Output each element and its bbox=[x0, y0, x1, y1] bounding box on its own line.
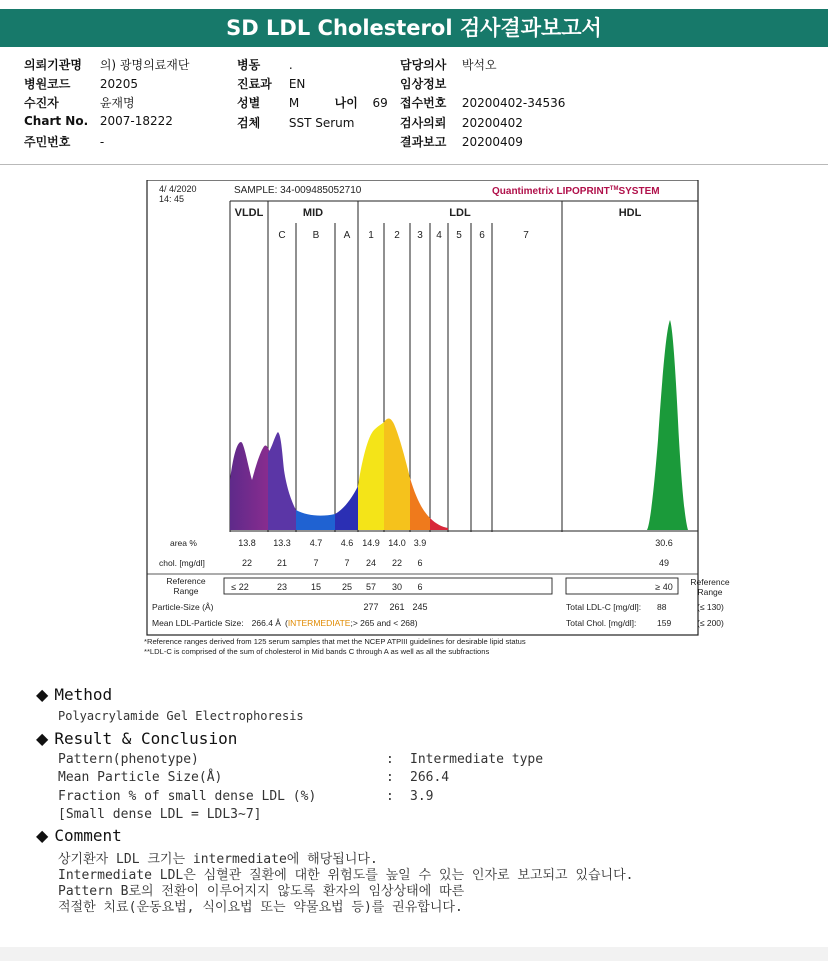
result-heading bbox=[36, 729, 237, 748]
ref-ldl2: 30 bbox=[391, 582, 403, 592]
info-value: 의) 광명의료재단 bbox=[99, 58, 190, 72]
chol-ldl2: 22 bbox=[391, 558, 403, 568]
info-row-department bbox=[237, 75, 305, 92]
brand-name-text: Quantimetrix LIPOPRINT bbox=[492, 186, 610, 197]
info-row-report-date bbox=[400, 133, 523, 150]
footnote-2: **LDL-C is comprised of the sum of cholesterol in Mid bands C through A as well as all the subfractions bbox=[144, 647, 490, 656]
info-label: 진료과 bbox=[237, 77, 272, 91]
comment-line: 적절한 치료(운동요법, 식이요법 또는 약물요법 등)를 권유합니다. bbox=[58, 900, 463, 915]
ref-ldl1: 57 bbox=[365, 582, 377, 592]
info-label: Chart No. bbox=[24, 114, 89, 128]
area-vldl: 13.8 bbox=[238, 538, 256, 548]
subband-5: 5 bbox=[456, 230, 462, 241]
subband-2: 2 bbox=[394, 230, 400, 241]
report-title: SD LDL Cholesterol 검사결과보고서 bbox=[0, 9, 828, 47]
mean-size-line: Mean LDL-Particle Size: 266.4 Å (INTERMEDIATE;> 265 and < 268) bbox=[152, 618, 418, 628]
area-b: 4.7 bbox=[309, 538, 323, 548]
mean-size-range: > 265 and < 268) bbox=[352, 618, 418, 628]
ref-vldl: ≤ 22 bbox=[231, 582, 249, 592]
ref-right-1: Reference bbox=[690, 577, 730, 587]
subband-a: A bbox=[343, 230, 351, 241]
info-label: 성별 bbox=[237, 96, 261, 110]
brand-name bbox=[492, 186, 660, 197]
comment-heading bbox=[36, 826, 122, 845]
info-value: 윤재명 bbox=[99, 96, 135, 110]
info-row-ward bbox=[237, 56, 293, 73]
chol-label: chol. [mg/dl] bbox=[159, 558, 205, 568]
info-label: 결과보고 bbox=[400, 135, 447, 149]
chol-c: 21 bbox=[276, 558, 288, 568]
result-heading-text: Result & Conclusion bbox=[54, 729, 238, 748]
diamond-icon: ◆ bbox=[36, 729, 49, 748]
ref-a: 25 bbox=[341, 582, 353, 592]
subband-6: 6 bbox=[479, 230, 485, 241]
result-label-size: Mean Particle Size(Å) bbox=[58, 770, 223, 785]
info-label: 병원코드 bbox=[24, 77, 71, 91]
info-label: 임상정보 bbox=[400, 77, 447, 91]
comment-heading-text: Comment bbox=[54, 826, 122, 845]
total-ldl-value: 88 bbox=[657, 602, 667, 612]
info-row-clinical bbox=[400, 75, 462, 92]
info-row-resident-no bbox=[24, 133, 104, 150]
result-label-fraction: Fraction % of small dense LDL (%) bbox=[58, 789, 317, 804]
result-colon: : bbox=[386, 752, 394, 767]
ref-b: 15 bbox=[310, 582, 322, 592]
chol-ldl3: 6 bbox=[417, 558, 423, 568]
info-label: 검체 bbox=[237, 116, 261, 130]
chol-vldl: 22 bbox=[241, 558, 253, 568]
particle-ldl3: 245 bbox=[412, 602, 428, 612]
report-date: 4/ 4/2020 bbox=[159, 184, 197, 194]
chol-b: 7 bbox=[313, 558, 319, 568]
info-label: 수진자 bbox=[24, 96, 59, 110]
area-hdl: 30.6 bbox=[655, 538, 673, 548]
info-value: 20200409 bbox=[461, 135, 523, 149]
lipoprint-report bbox=[142, 180, 740, 662]
info-label: 의뢰기관명 bbox=[24, 58, 82, 72]
total-chol-ref: (≤ 200) bbox=[697, 618, 724, 628]
info-value: 20200402 bbox=[461, 116, 523, 130]
result-value-fraction: 3.9 bbox=[410, 789, 434, 804]
result-note: [Small dense LDL = LDL3~7] bbox=[58, 807, 262, 822]
info-value: . bbox=[288, 58, 293, 72]
info-label: 접수번호 bbox=[400, 96, 447, 110]
subband-7: 7 bbox=[523, 230, 529, 241]
area-ldl3: 3.9 bbox=[413, 538, 427, 548]
total-chol-label: Total Chol. [mg/dl]: bbox=[566, 618, 637, 628]
subband-c: C bbox=[278, 230, 286, 241]
area-ldl1: 14.9 bbox=[362, 538, 380, 548]
result-colon: : bbox=[386, 789, 394, 804]
chol-hdl: 49 bbox=[658, 558, 670, 568]
result-value-size: 266.4 bbox=[410, 770, 450, 785]
info-label: 검사의뢰 bbox=[400, 116, 447, 130]
ref-label-1: Reference bbox=[166, 576, 206, 586]
info-value: - bbox=[99, 135, 105, 149]
chol-a: 7 bbox=[344, 558, 350, 568]
info-row-request-date bbox=[400, 114, 523, 131]
ref-right-2: Range bbox=[697, 587, 723, 597]
subband-4: 4 bbox=[436, 230, 442, 241]
mean-size-type: INTERMEDIATE bbox=[287, 618, 351, 628]
info-value: 20205 bbox=[99, 77, 139, 91]
particle-ldl1: 277 bbox=[363, 602, 379, 612]
particle-ldl2: 261 bbox=[389, 602, 405, 612]
total-ldl-ref: (≤ 130) bbox=[697, 602, 724, 612]
subband-3: 3 bbox=[417, 230, 423, 241]
brand-suffix: SYSTEM bbox=[618, 186, 660, 197]
comment-line: 상기환자 LDL 크기는 intermediate에 해당됩니다. bbox=[58, 852, 378, 867]
info-value: M bbox=[288, 96, 300, 110]
info-value: 2007-18222 bbox=[99, 114, 173, 128]
comment-line: Intermediate LDL은 심혈관 질환에 대한 위험도를 높일 수 있는 인자로 보고되고 있습니다. bbox=[58, 868, 634, 883]
info-row-chart-no bbox=[24, 114, 173, 128]
info-label: 병동 bbox=[237, 58, 261, 72]
method-heading-text: Method bbox=[54, 685, 113, 704]
info-value-age: 69 bbox=[372, 96, 388, 110]
info-value: 20200402-34536 bbox=[461, 96, 566, 110]
area-c: 13.3 bbox=[273, 538, 291, 548]
band-label-mid: MID bbox=[302, 207, 324, 219]
subband-b: B bbox=[312, 230, 320, 241]
sample-id: SAMPLE: 34-009485052710 bbox=[234, 185, 362, 196]
info-value: SST Serum bbox=[288, 116, 355, 130]
comment-line: Pattern B로의 전환이 이루어지지 않도록 환자의 임상상태에 따른 bbox=[58, 884, 465, 899]
subband-1: 1 bbox=[368, 230, 374, 241]
patient-info bbox=[0, 52, 828, 164]
info-row-doctor bbox=[400, 56, 497, 73]
info-row-institution bbox=[24, 56, 189, 73]
info-row-patient bbox=[24, 94, 135, 111]
area-label: area % bbox=[170, 538, 197, 548]
info-label: 주민번호 bbox=[24, 135, 71, 149]
total-chol-value: 159 bbox=[657, 618, 672, 628]
method-heading bbox=[36, 685, 112, 704]
result-value-pattern: Intermediate type bbox=[410, 752, 544, 767]
chol-ldl1: 24 bbox=[365, 558, 377, 568]
total-ldl-label: Total LDL-C [mg/dl]: bbox=[566, 602, 642, 612]
info-row-specimen bbox=[237, 114, 354, 131]
ref-label-2: Range bbox=[173, 586, 199, 596]
brand-tm: TM bbox=[609, 186, 619, 192]
diamond-icon: ◆ bbox=[36, 826, 49, 845]
info-value: EN bbox=[288, 77, 306, 91]
area-ldl2: 14.0 bbox=[388, 538, 406, 548]
ref-c: 23 bbox=[276, 582, 288, 592]
mean-size-value: 266.4 Å bbox=[251, 618, 281, 628]
info-row-receipt-no bbox=[400, 94, 565, 111]
particle-label: Particle-Size (Å) bbox=[152, 602, 214, 612]
result-label-pattern: Pattern(phenotype) bbox=[58, 752, 199, 767]
method-text: Polyacrylamide Gel Electrophoresis bbox=[58, 709, 304, 723]
area-a: 4.6 bbox=[340, 538, 354, 548]
info-label-age: 나이 bbox=[334, 96, 358, 110]
ref-hdl: ≥ 40 bbox=[655, 582, 673, 592]
info-row-sex bbox=[237, 94, 388, 111]
info-value: 박석오 bbox=[461, 58, 497, 72]
band-label-vldl: VLDL bbox=[234, 207, 264, 219]
band-label-hdl: HDL bbox=[618, 207, 642, 219]
info-row-hospital-code bbox=[24, 75, 138, 92]
ref-ldl3: 6 bbox=[417, 582, 423, 592]
report-time: 14: 45 bbox=[159, 194, 185, 204]
info-label: 담당의사 bbox=[400, 58, 447, 72]
mean-size-label: Mean LDL-Particle Size: bbox=[152, 618, 244, 628]
footnote-1: *Reference ranges derived from 125 serum samples that met the NCEP ATPIII guidelines for desirable lipid status bbox=[144, 637, 526, 646]
divider bbox=[0, 164, 828, 165]
diamond-icon: ◆ bbox=[36, 685, 49, 704]
band-label-ldl: LDL bbox=[449, 207, 471, 219]
result-colon: : bbox=[386, 770, 394, 785]
